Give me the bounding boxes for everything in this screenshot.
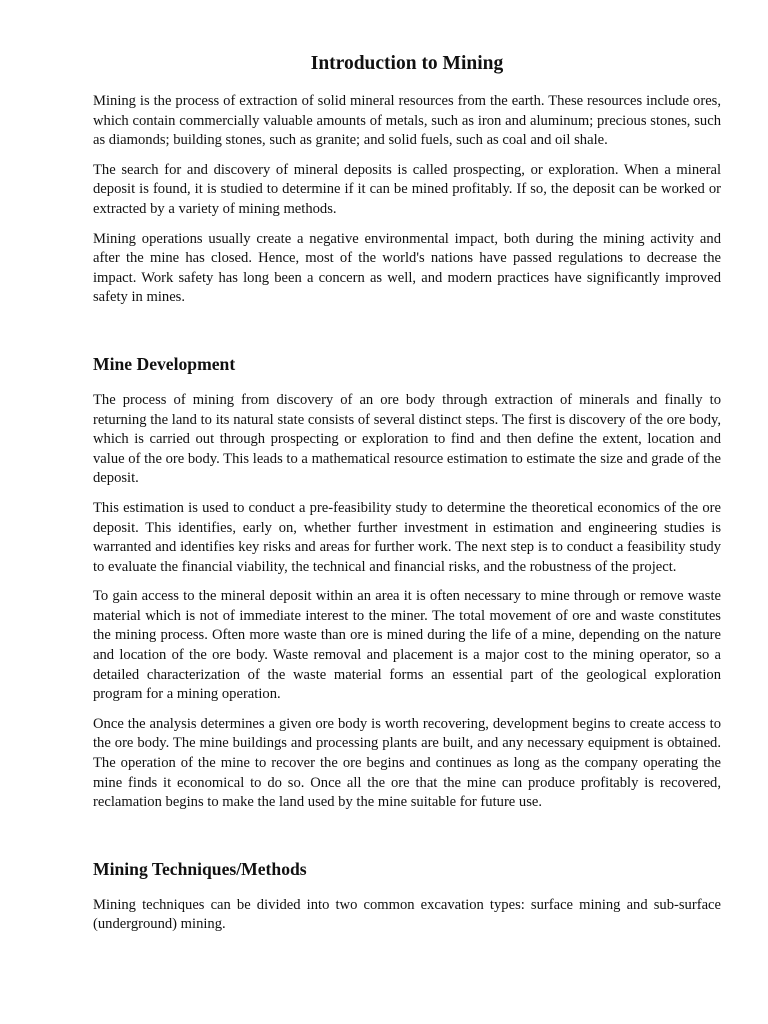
document-title: Introduction to Mining xyxy=(310,53,504,74)
mine-development-paragraph-1: The process of mining from discovery of an ore body through extraction of minerals and finally to returning the land to its natural state consists of several distinct steps. The first is discovery of the ore body, which is carried out through prospecting or exploration to find and then define the extent, location and value of the ore body. This leads to a mathematical resource estimation to estimate the size and grade of the deposit. xyxy=(93,391,721,487)
intro-paragraph-2: The search for and discovery of mineral deposits is called prospecting, or exploration. When a mineral deposit is found, it is studied to determine if it can be mined profitably. If so, the deposit can be worked or extracted by a variety of mining methods. xyxy=(93,161,721,217)
mine-development-heading: Mine Development xyxy=(93,353,236,374)
mining-techniques-paragraph-1: Mining techniques can be divided into two common excavation types: surface mining and sub-surface (underground) mining. xyxy=(93,896,721,933)
mine-development-paragraph-2: This estimation is used to conduct a pre-feasibility study to determine the theoretical economics of the ore deposit. This identifies, early on, whether further investment in estimation and engineering studies is warranted and identifies key risks and areas for further work. The next step is to conduct a feasibility study to evaluate the financial viability, the technical and financial risks, and the robustness of the project. xyxy=(93,499,721,575)
intro-paragraph-3: Mining operations usually create a negative environmental impact, both during the mining activity and after the mine has closed. Hence, most of the world's nations have passed regulations to decrease the impact. Work safety has long been a concern as well, and modern practices have significantly improved safety in mines. xyxy=(93,230,721,306)
mine-development-paragraph-4: Once the analysis determines a given ore body is worth recovering, development begins to create access to the ore body. The mine buildings and processing plants are built, and any necessary equipment is obtained. The operation of the mine to recover the ore begins and continues as long as the company operating the mine finds it economical to do so. Once all the ore that the mine can produce profitably is recovered, reclamation begins to make the land used by the mine suitable for future use. xyxy=(93,715,721,811)
section-spacer xyxy=(93,823,721,857)
document-page xyxy=(93,50,721,945)
mine-development-paragraph-3: To gain access to the mineral deposit within an area it is often necessary to mine through or remove waste material which is not of immediate interest to the miner. The total movement of ore and waste constitutes the mining process. Often more waste than ore is mined during the life of a mine, depending on the nature and location of the ore body. Waste removal and placement is a major cost to the mining operator, so a detailed characterization of the waste material forms an essential part of the geological exploration program for a mining operation. xyxy=(93,588,721,703)
mining-techniques-heading: Mining Techniques/Methods xyxy=(93,858,307,879)
intro-paragraph-1: Mining is the process of extraction of solid mineral resources from the earth. These resources include ores, which contain commercially valuable amounts of metals, such as iron and aluminum; precious stones, such as diamonds; building stones, such as granite; and solid fuels, such as coal and oil shale. xyxy=(93,93,721,149)
section-spacer xyxy=(93,318,721,352)
